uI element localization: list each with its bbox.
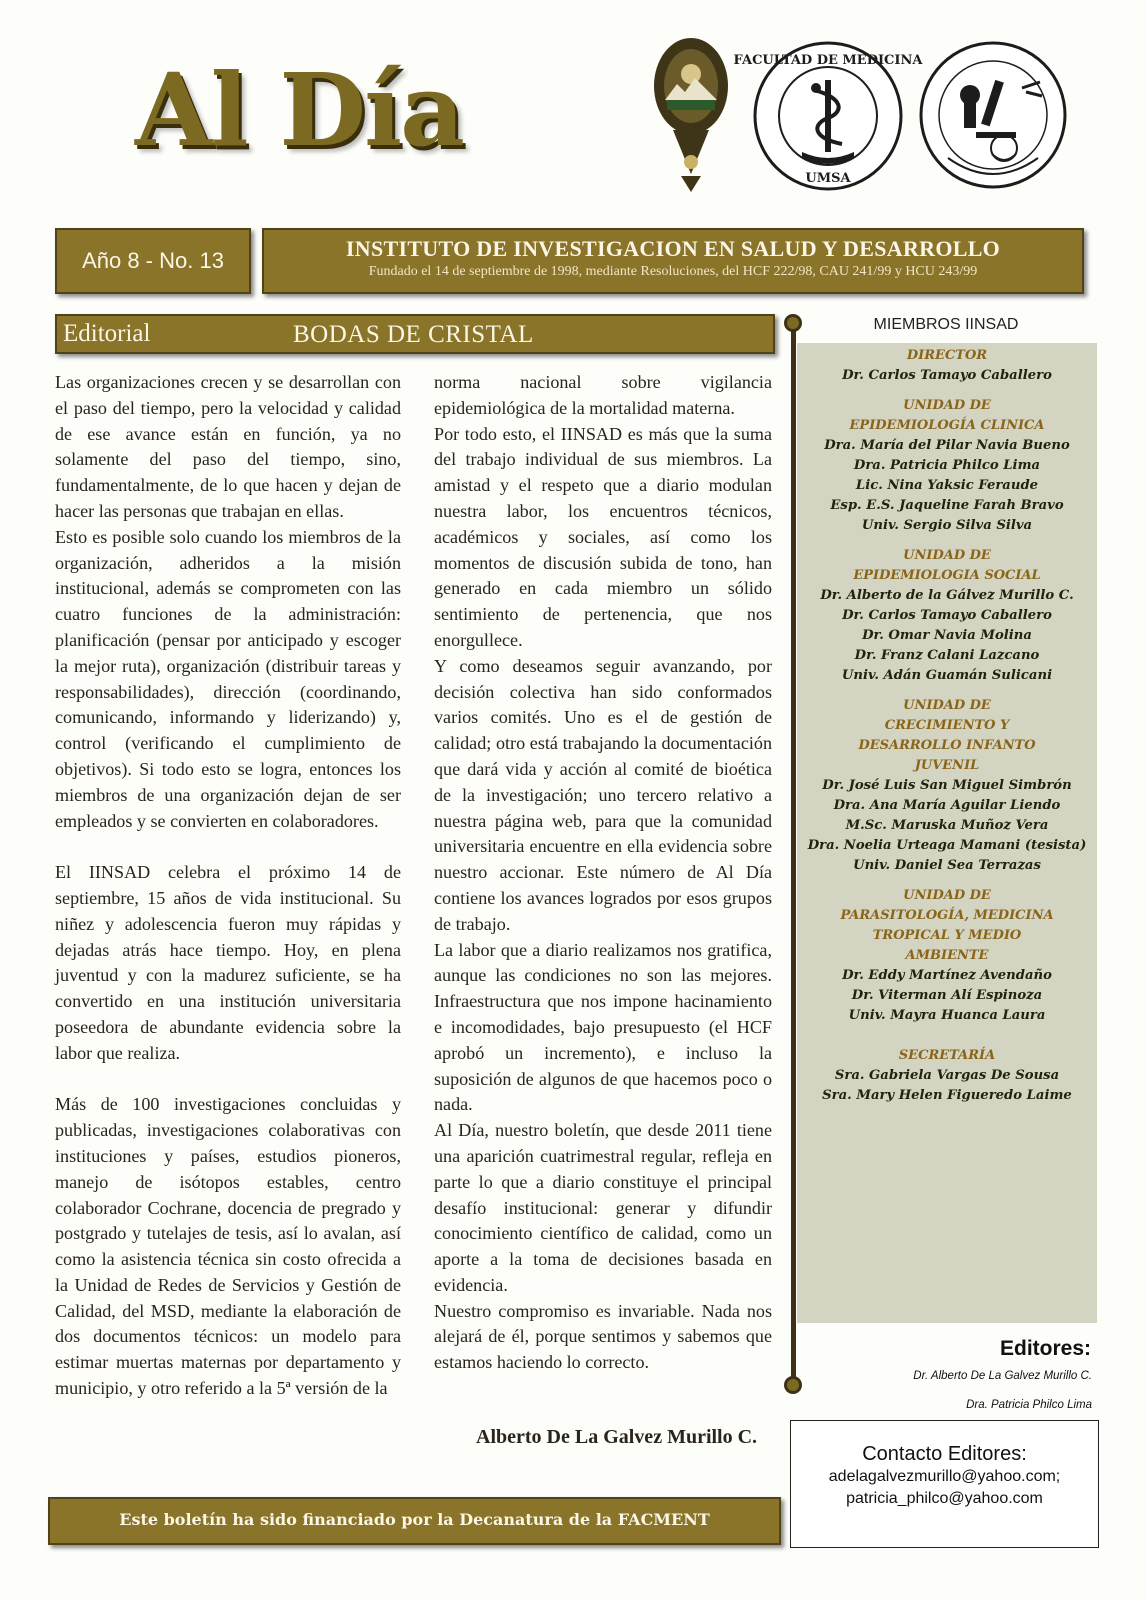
- editorial-label: Editorial: [63, 320, 151, 347]
- unit-parasitologia: [797, 886, 1097, 1026]
- unit-title: AMBIENTE: [905, 948, 989, 963]
- paragraph: Las organizaciones crecen y se desarrollan con el paso del tiempo, pero la velocidad y calidad de ese avance están en función, ya no solamente del paso del tiempo, sino, fundamentalmente, de lo que hacen y dejan de hacer las personas que trabajan en ellas.: [55, 372, 401, 521]
- member-name: Lic. Nina Yaksic Feraude: [855, 478, 1039, 493]
- member-name: Dra. María del Pilar Navia Bueno: [824, 438, 1070, 453]
- unit-crecimiento-desarrollo: [797, 696, 1097, 876]
- unit-director: [797, 346, 1097, 386]
- member-name: Sra. Mary Helen Figueredo Laime: [822, 1088, 1072, 1103]
- editor-name: Dra. Patricia Philco Lima: [966, 1399, 1092, 1411]
- column-divider: [791, 322, 796, 1384]
- member-name: Univ. Sergio Silva Silva: [861, 518, 1033, 533]
- unit-title: EPIDEMIOLOGIA SOCIAL: [853, 568, 1041, 583]
- university-shield-icon: [651, 34, 731, 194]
- unit-title: UNIDAD DE: [903, 888, 991, 903]
- member-name: Dra. Ana María Aguilar Liendo: [833, 798, 1061, 813]
- paragraph: norma nacional sobre vigilancia epidemiológica de la mortalidad materna.: [434, 372, 772, 418]
- divider-dot-bottom: [784, 1376, 802, 1394]
- faculty-seal: [733, 40, 923, 192]
- member-name: Dr. Carlos Tamayo Caballero: [842, 368, 1052, 383]
- contact-heading: Contacto Editores:: [862, 1443, 1027, 1465]
- paragraph: La labor que a diario realizamos nos gratifica, aunque las condiciones no son las mejores. Infraestructura que nos impone hacinamiento e incomodidades, bajo presupuesto (el HCF aprobó un incremento), e incluso la suposición de algunos de que hacemos poco o nada.: [434, 939, 772, 1115]
- member-name: Esp. E.S. Jaqueline Farah Bravo: [830, 498, 1064, 513]
- editorial-header: [55, 314, 775, 354]
- editorial-column-1: [55, 370, 401, 1402]
- member-name: Dra. Patricia Philco Lima: [853, 458, 1041, 473]
- svg-text:FACULTAD DE MEDICINA: FACULTAD DE MEDICINA: [733, 53, 923, 68]
- unit-title: SECRETARÍA: [898, 1048, 996, 1063]
- member-name: Dr. Franz Calani Lazcano: [854, 648, 1040, 663]
- paragraph: El IINSAD celebra el próximo 14 de septiembre, 15 años de vida institucional. Su niñez y adolescencia fueron muy rápidas y dejadas atrás hace tiempo. Hoy, en plena juventud y con la madurez suficiente, se ha convertido en una institución universitaria poseedora de abundante evidencia sobre la labor que realiza.: [55, 862, 401, 1063]
- member-name: Univ. Mayra Huanca Laura: [848, 1008, 1046, 1023]
- iinsad-seal: [918, 40, 1068, 190]
- editorial-title: BODAS DE CRISTAL: [293, 321, 534, 348]
- microscope-icon: [918, 40, 1068, 190]
- paragraph: Por todo esto, el IINSAD es más que la suma del trabajo individual de sus miembros. La amistad y el respeto que a diario modulan nuestra labor, los encuentros técnicos, académicos y sociales, así como los momentos de discusión subida de tono, han generado en cada miembro un sólido sentimiento de pertenencia, que nos enorgullece.: [434, 423, 772, 650]
- paragraph: Más de 100 investigaciones concluidas y publicadas, investigaciones colaborativas con instituciones y países, estudios pioneros, manejo de isótopos estables, centro colaborador Cochrane, docencia de pregrado y postgrado y tutelajes de tesis, así lo avalan, así como la asistencia técnica sin costo ofrecida a la Unidad de Redes de Servicios y Gestión de Calidad, del MSD, mediante la elaboración de dos documentos técnicos: un modelo para estimar muertas maternas por departamento y municipio, y otro referido a la 5ª versión de la: [55, 1094, 401, 1399]
- member-name: M.Sc. Maruska Muñoz Vera: [845, 818, 1049, 833]
- members-panel: [797, 343, 1097, 1323]
- unit-title: JUVENIL: [914, 758, 980, 773]
- unit-title: DESARROLLO INFANTO: [858, 738, 1036, 753]
- editorial-signature: Alberto De La Galvez Murillo C.: [476, 1426, 758, 1448]
- unit-epidemiologia-clinica: [797, 396, 1097, 536]
- member-name: Dr. Carlos Tamayo Caballero: [842, 608, 1052, 623]
- unit-epidemiologia-social: [797, 546, 1097, 686]
- unit-title: UNIDAD DE: [903, 548, 991, 563]
- unit-title: UNIDAD DE: [903, 398, 991, 413]
- unit-title: EPIDEMIOLOGÍA CLINICA: [849, 418, 1045, 433]
- member-name: Sra. Gabriela Vargas De Sousa: [834, 1068, 1060, 1083]
- unit-title: DIRECTOR: [906, 348, 988, 363]
- members-heading: MIEMBROS IINSAD: [873, 316, 1019, 333]
- unit-title: UNIDAD DE: [903, 698, 991, 713]
- institute-banner: [262, 228, 1084, 294]
- editorial-column-2: [434, 370, 772, 1376]
- paragraph: Al Día, nuestro boletín, que desde 2011 tiene una aparición cuatrimestral regular, refleja en parte lo que a diario constituye el principal desafío institucional: generar y difundir conocimiento científico de calidad, como un aporte a la toma de decisiones basada en evidencia.: [434, 1120, 772, 1295]
- institute-founded: Fundado el 14 de septiembre de 1998, mediante Resoluciones, del HCF 222/98, CAU 241/99 y HCU 243/99: [368, 264, 978, 279]
- member-name: Univ. Daniel Sea Terrazas: [853, 858, 1041, 873]
- contact-box: [790, 1420, 1099, 1548]
- paragraph: Y como deseamos seguir avanzando, por decisión colectiva han sido conformados varios comités. Uno es el de gestión de calidad; otro está trabajando la documentación que dará vida y acción al comité de bioética de la investigación; uno tercero relativo a nuestra página web, para que la comunidad universitaria encuentre en ella evidencia sobre nuestro accionar. Este número de Al Día contiene los avances logrados por esos grupos de trabajo.: [434, 655, 772, 934]
- unit-title: CRECIMIENTO Y: [884, 718, 1010, 733]
- unit-title: TROPICAL Y MEDIO: [872, 928, 1022, 943]
- editor-name: Dr. Alberto De La Galvez Murillo C.: [913, 1370, 1092, 1382]
- svg-text:UMSA: UMSA: [805, 171, 851, 186]
- paragraph: Esto es posible solo cuando los miembros de la organización, adheridos a la misión institucional, además se comprometen con las cuatro funciones de la administración: planificación (pensar por anticipado y escoger la mejor ruta), organización (distribuir tareas y responsabilidades), dirección (coordinando, comunicando, informando y liderizando) y, control (verificando el cumplimiento de objetivos). Si todo esto se logra, entonces los miembros de una organización dejan de ser empleados y se convierten en colaboradores.: [55, 526, 401, 831]
- umsa-seal: [651, 34, 731, 194]
- member-name: Dra. Noelia Urteaga Mamani (tesista): [807, 838, 1087, 853]
- footer-text: Este boletín ha sido financiado por la Decanatura de la FACMENT: [119, 1510, 710, 1529]
- contact-email[interactable]: adelagalvezmurillo@yahoo.com;: [828, 1468, 1061, 1485]
- member-name: Univ. Adán Guamán Sulicani: [841, 668, 1053, 683]
- member-name: Dr. Alberto de la Gálvez Murillo C.: [820, 588, 1074, 603]
- unit-title: PARASITOLOGÍA, MEDICINA: [840, 908, 1054, 923]
- paragraph: Nuestro compromiso es invariable. Nada nos alejará de él, porque sentimos y sabemos que estamos haciendo lo correcto.: [434, 1300, 772, 1373]
- unit-secretaria: [797, 1046, 1097, 1106]
- caduceus-icon: [733, 40, 923, 192]
- institute-name: INSTITUTO DE INVESTIGACION EN SALUD Y DESARROLLO: [345, 236, 1001, 261]
- member-name: Dr. Omar Navia Molina: [862, 628, 1032, 643]
- editors-heading: Editores:: [1000, 1337, 1092, 1360]
- issue-number: Año 8 - No. 13: [82, 248, 224, 273]
- contact-email[interactable]: patricia_philco@yahoo.com: [846, 1490, 1043, 1507]
- member-name: Dr. Viterman Alí Espinoza: [851, 988, 1043, 1003]
- issue-number-box: [55, 228, 251, 294]
- member-name: Dr. José Luis San Miguel Simbrón: [822, 778, 1072, 793]
- masthead-title: Al Día: [135, 51, 463, 169]
- footer-banner: [48, 1497, 781, 1545]
- member-name: Dr. Eddy Martínez Avendaño: [842, 968, 1052, 983]
